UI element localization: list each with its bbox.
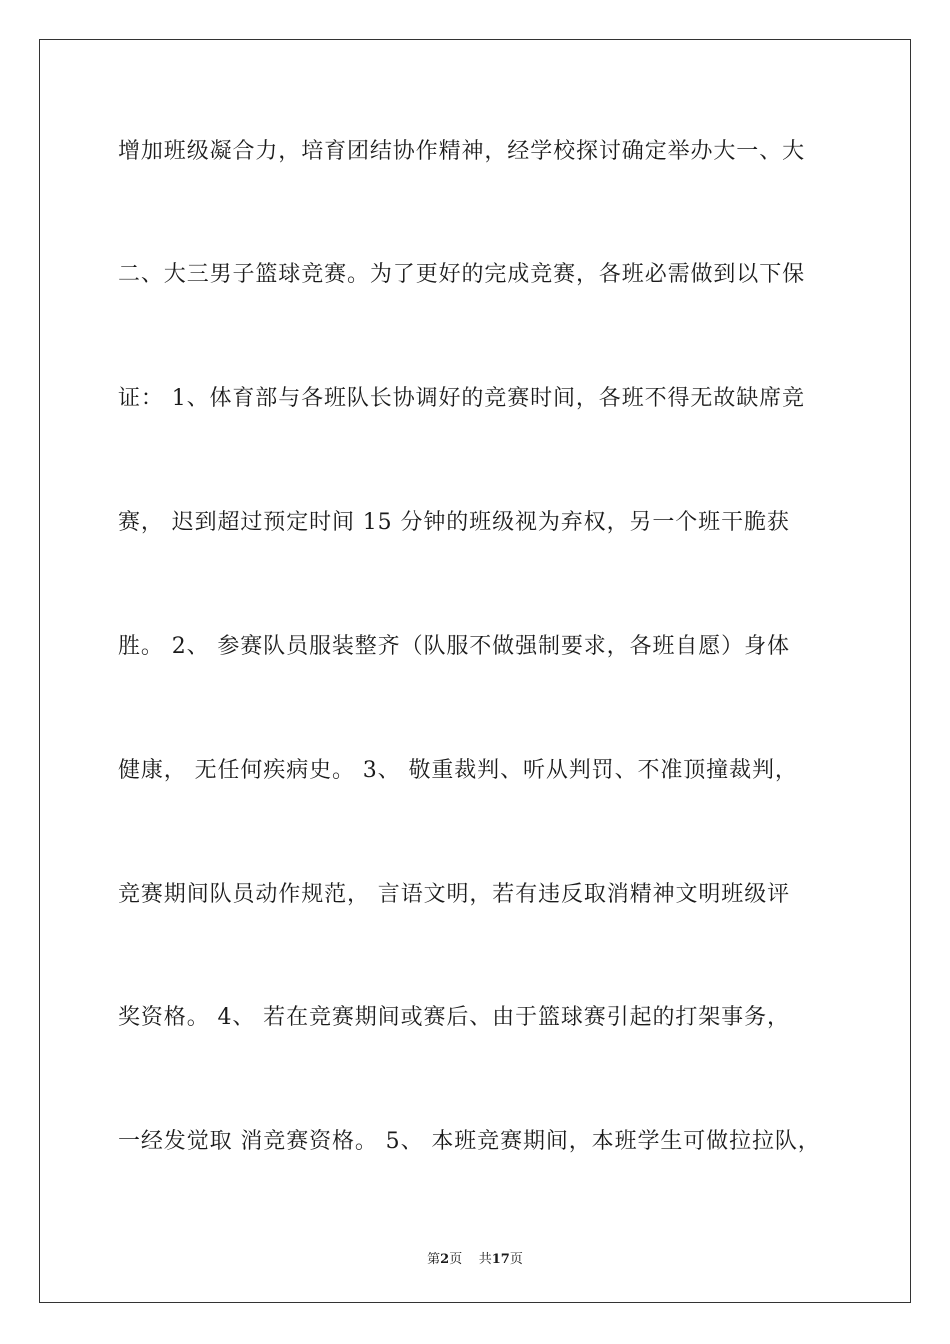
body-line-5: 胜。 2、 参赛队员服装整齐（队服不做强制要求，各班自愿）身体 [118,634,790,659]
body-line-7: 竞赛期间队员动作规范， 言语文明，若有违反取消精神文明班级评 [118,882,790,907]
page-suffix: 页 [449,1252,463,1267]
page-footer [0,1248,950,1267]
body-line-8: 奖资格。 4、 若在竞赛期间或赛后、由于篮球赛引起的打架事务， [118,1005,790,1030]
page-frame [39,39,911,1303]
total-suffix: 页 [509,1252,523,1267]
page-number: 2 [440,1252,450,1267]
page-prefix: 第 [427,1252,441,1267]
body-line-6: 健康， 无任何疾病史。 3、 敬重裁判、听从判罚、不准顶撞裁判， [118,758,798,783]
total-pages: 17 [491,1252,510,1267]
body-line-1: 增加班级凝合力，培育团结协作精神，经学校探讨确定举办大一、大 [118,139,806,164]
body-line-4: 赛， 迟到超过预定时间 15 分钟的班级视为弃权，另一个班干脆获 [118,510,790,535]
total-prefix: 共 [478,1252,492,1267]
body-line-9: 一经发觉取 消竞赛资格。 5、 本班竞赛期间，本班学生可做拉拉队， [118,1129,821,1154]
body-line-3: 证： 1、体育部与各班队长协调好的竞赛时间，各班不得无故缺席竞 [118,386,805,411]
body-line-2: 二、大三男子篮球竞赛。为了更好的完成竞赛，各班必需做到以下保 [118,262,806,287]
